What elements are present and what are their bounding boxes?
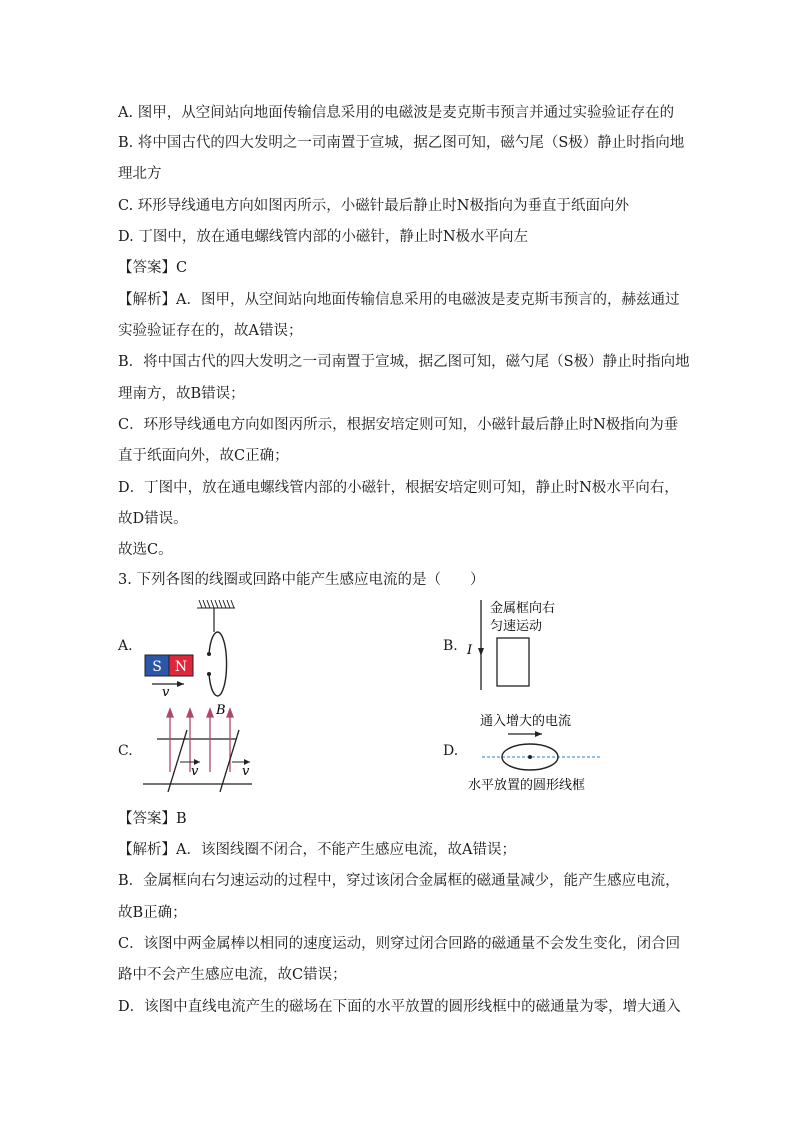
q3-explanation-line1: 【解析】A．该图线圈不闭合，不能产生感应电流，故A错误； [118,842,516,858]
q2-option-c: C. 环形导线通电方向如图丙所示，小磁针最后静止时N极指向为垂直于纸面向外 [118,198,629,214]
caption-frame-line1: 金属框向右 [490,601,556,616]
q2-explanation-line7: D．丁图中，放在通电螺线管内部的小磁针，根据安培定则可知，静止时N极水平向右， [118,480,679,496]
figure-d [460,708,620,796]
q3-explanation-line4: C．该图中两金属棒以相同的速度运动，则穿过闭合回路的磁通量不会发生变化，闭合回 [118,936,681,952]
magnet-n-text: N [174,659,188,675]
figure-a [140,596,250,700]
q2-option-d: D. 丁图中，放在通电螺线管内部的小磁针，静止时N极水平向左 [118,229,529,245]
caption-horizontal-loop: 水平放置的圆形线框 [468,778,586,793]
q3-explanation-line3: 故B正确； [118,905,187,921]
q2-answer: 【答案】C [118,260,188,276]
q2-explanation-line2: 实验验证存在的，故A错误； [118,323,303,339]
coil-terminal-bottom [207,672,211,676]
velocity-label: v [162,685,170,700]
open-coil [209,632,227,696]
q2-explanation-line1: 【解析】A．图甲，从空间站向地面传输信息采用的电磁波是麦克斯韦预言的，赫兹通过 [118,292,680,308]
loop-center-dot [528,755,532,759]
q3-explanation-line6: D．该图中直线电流产生的磁场在下面的水平放置的圆形线框中的磁通量为零，增大通入 [118,999,681,1015]
q2-explanation-line3: B．将中国古代的四大发明之一司南置于宣城，据乙图可知，磁勺尾（S极）静止时指向地 [118,354,690,370]
q2-explanation-line5: C．环形导线通电方向如图丙所示，根据安培定则可知，小磁针最后静止时N极指向为垂 [118,417,679,433]
ceiling-hatch [197,600,235,608]
q3-explanation-line5: 路中不会产生感应电流，故C错误； [118,967,347,983]
q2-explanation-line4: 理南方，故B错误； [118,386,245,402]
figure-b [460,598,570,694]
current-arrowhead [535,731,542,737]
field-label: B [216,703,226,718]
q3-stem: 3. 下列各图的线圈或回路中能产生感应电流的是（ ） [118,572,485,588]
magnet-s-text: S [152,659,162,675]
fig-a-label: A. [118,638,133,654]
q3-explanation-line2: B．金属框向右匀速运动的过程中，穿过该闭合金属框的磁通量减少，能产生感应电流， [118,873,680,889]
caption-frame-line2: 匀速运动 [490,619,543,634]
fig-d-label: D. [443,743,459,759]
q2-option-a: A. 图甲，从空间站向地面传输信息采用的电磁波是麦克斯韦预言并通过实验验证存在的 [118,105,675,121]
metal-frame [497,638,529,686]
current-arrowhead [478,648,484,656]
fig-c-label: C. [118,743,133,759]
rod-left-velocity-label: v [191,764,199,779]
q3-answer: 【答案】B [118,811,187,827]
rod-right-velocity-label: v [242,764,250,779]
q2-explanation-line6: 直于纸面向外，故C正确； [118,448,289,464]
q2-conclusion: 故选C。 [118,542,173,558]
current-label: I [467,643,473,658]
velocity-arrowhead [177,681,184,687]
q2-option-b-line1: B. 将中国古代的四大发明之一司南置于宣城，据乙图可知，磁勺尾（S极）静止时指向地 [118,135,685,151]
fig-b-label: B. [443,638,458,654]
q2-explanation-line8: 故D错误。 [118,511,188,527]
coil-terminal-top [207,652,211,656]
q2-option-b-line2: 理北方 [118,166,162,182]
caption-current-increasing: 通入增大的电流 [480,714,572,729]
figure-c [140,700,260,792]
